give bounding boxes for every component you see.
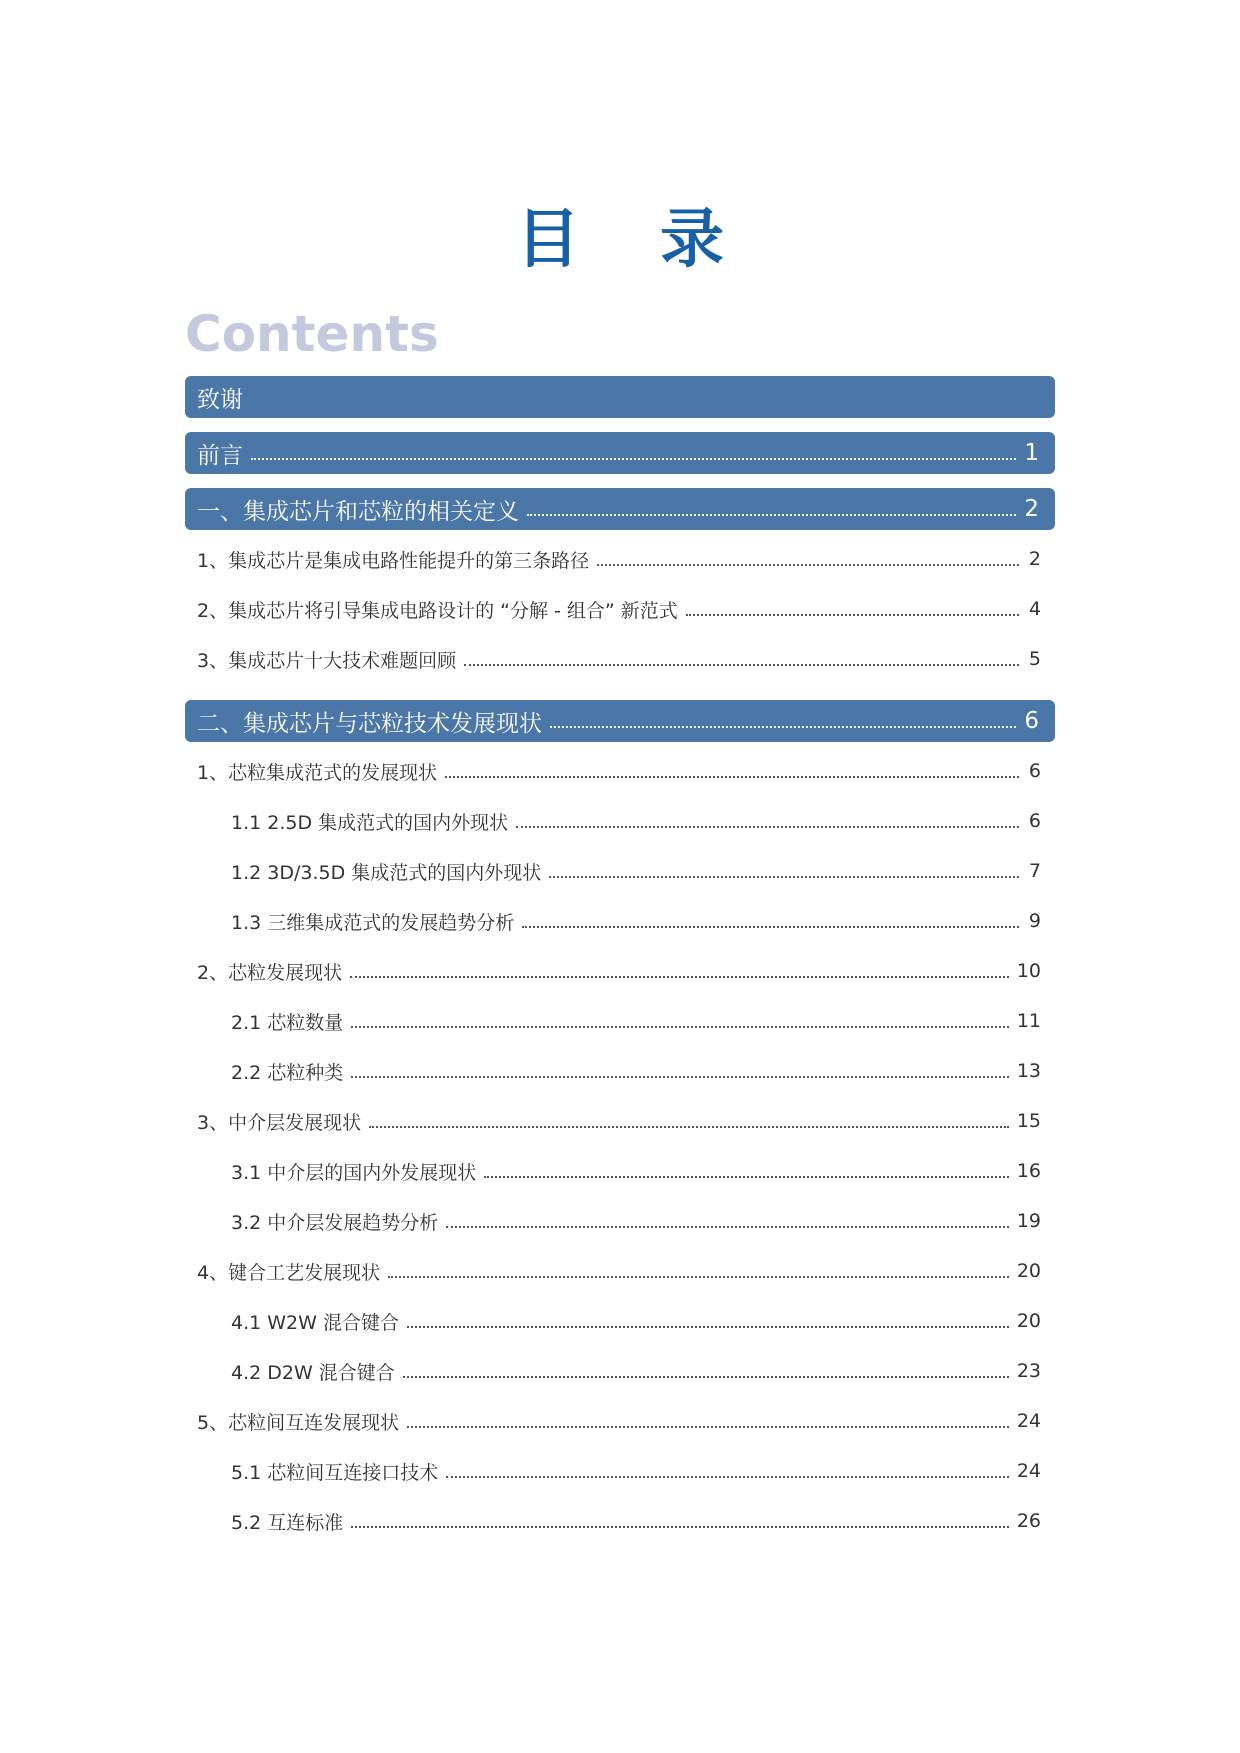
toc-subitem[interactable]: [185, 1296, 1055, 1346]
toc-page-number: 20: [1016, 1310, 1041, 1332]
toc-page-number: 7: [1028, 860, 1041, 882]
toc-leader-dots: [369, 1126, 1009, 1128]
toc-page-number: 15: [1016, 1110, 1041, 1132]
toc-label: 1.2 3D/3.5D 集成范式的国内外现状: [231, 861, 542, 884]
toc-chapter-2[interactable]: [185, 700, 1055, 742]
toc-page-number: 5: [1028, 648, 1041, 670]
toc-label: 2.2 芯粒种类: [231, 1061, 344, 1084]
toc-item[interactable]: [185, 1096, 1055, 1146]
toc-label: 二、集成芯片与芯粒技术发展现状: [197, 710, 542, 737]
toc-leader-dots: [464, 664, 1019, 666]
toc-leader-dots: [351, 1026, 1009, 1028]
toc-subitem[interactable]: [185, 1146, 1055, 1196]
toc-leader-dots: [484, 1176, 1009, 1178]
toc-label: 5.1 芯粒间互连接口技术: [231, 1461, 439, 1484]
toc-leader-dots: [527, 514, 1016, 516]
toc-leader-dots: [251, 458, 1016, 460]
toc-page-number: 26: [1016, 1510, 1041, 1532]
toc-label: 致谢: [197, 386, 243, 413]
toc-leader-dots: [350, 976, 1009, 978]
toc-leader-dots: [516, 826, 1019, 828]
toc-label: 3.1 中介层的国内外发展现状: [231, 1161, 477, 1184]
toc-label: 4、键合工艺发展现状: [197, 1261, 381, 1284]
toc-subitem[interactable]: [185, 996, 1055, 1046]
toc-page-number: 24: [1016, 1410, 1041, 1432]
toc-page-number: 20: [1016, 1260, 1041, 1282]
toc-label: 4.2 D2W 混合键合: [231, 1361, 395, 1384]
toc-label: 1.3 三维集成范式的发展趋势分析: [231, 911, 515, 934]
toc-leader-dots: [351, 1076, 1009, 1078]
toc-leader-dots: [597, 564, 1019, 566]
toc-label: 一、集成芯片和芯粒的相关定义: [197, 498, 519, 525]
toc-page-number: 13: [1016, 1060, 1041, 1082]
toc-page-number: 11: [1016, 1010, 1041, 1032]
toc-page-number: 19: [1016, 1210, 1041, 1232]
toc-item[interactable]: [185, 946, 1055, 996]
toc-item[interactable]: [185, 1246, 1055, 1296]
toc-subitem[interactable]: [185, 846, 1055, 896]
toc-leader-dots: [550, 726, 1016, 728]
toc-label: 1.1 2.5D 集成范式的国内外现状: [231, 811, 509, 834]
toc-page-number: 4: [1028, 598, 1041, 620]
toc-subitem[interactable]: [185, 896, 1055, 946]
toc-page-number: 6: [1024, 708, 1039, 734]
toc-label: 5、芯粒间互连发展现状: [197, 1411, 400, 1434]
page-title: [0, 200, 1240, 280]
toc-page-number: 6: [1028, 760, 1041, 782]
toc-item[interactable]: [185, 634, 1055, 684]
toc-page-number: 24: [1016, 1460, 1041, 1482]
toc-page-number: 10: [1016, 960, 1041, 982]
toc-page-number: 2: [1028, 548, 1041, 570]
toc-page-number: 2: [1024, 496, 1039, 522]
title-char-1: 目: [516, 203, 580, 277]
title-char-2: 录: [660, 203, 724, 277]
toc-leader-dots: [407, 1426, 1009, 1428]
toc-page-number: 9: [1028, 910, 1041, 932]
toc-label: 4.1 W2W 混合键合: [231, 1311, 399, 1334]
toc-leader-dots: [522, 926, 1019, 928]
toc-leader-dots: [403, 1376, 1009, 1378]
toc-page-number: 23: [1016, 1360, 1041, 1382]
toc-item[interactable]: [185, 746, 1055, 796]
toc-subitem[interactable]: [185, 1346, 1055, 1396]
page-subtitle: Contents: [185, 305, 439, 363]
toc-leader-dots: [446, 1226, 1009, 1228]
toc-label: 1、集成芯片是集成电路性能提升的第三条路径: [197, 549, 590, 572]
toc-label: 3.2 中介层发展趋势分析: [231, 1211, 439, 1234]
toc-item[interactable]: [185, 584, 1055, 634]
toc-leader-dots: [351, 1526, 1009, 1528]
toc-subitem[interactable]: [185, 1496, 1055, 1546]
toc-label: 3、中介层发展现状: [197, 1111, 362, 1134]
toc-label: 5.2 互连标准: [231, 1511, 344, 1534]
toc-item[interactable]: [185, 1396, 1055, 1446]
toc-leader-dots: [445, 776, 1019, 778]
toc-section-preface[interactable]: [185, 432, 1055, 474]
toc-page-number: 6: [1028, 810, 1041, 832]
toc-leader-dots: [549, 876, 1019, 878]
toc-label: 1、芯粒集成范式的发展现状: [197, 761, 438, 784]
toc-subitem[interactable]: [185, 1046, 1055, 1096]
toc-leader-dots: [407, 1326, 1009, 1328]
toc-page-number: 1: [1024, 440, 1039, 466]
toc-label: 前言: [197, 442, 243, 469]
toc-chapter-1[interactable]: [185, 488, 1055, 530]
toc-subitem[interactable]: [185, 1446, 1055, 1496]
toc-label: 2、芯粒发展现状: [197, 961, 343, 984]
toc-leader-dots: [686, 614, 1019, 616]
toc-label: 2、集成芯片将引导集成电路设计的 “分解 - 组合” 新范式: [197, 599, 678, 622]
table-of-contents: [185, 376, 1055, 1546]
toc-subitem[interactable]: [185, 796, 1055, 846]
toc-item[interactable]: [185, 534, 1055, 584]
toc-leader-dots: [446, 1476, 1009, 1478]
toc-leader-dots: [388, 1276, 1009, 1278]
toc-label: 3、集成芯片十大技术难题回顾: [197, 649, 457, 672]
toc-page-number: 16: [1016, 1160, 1041, 1182]
toc-subitem[interactable]: [185, 1196, 1055, 1246]
toc-section-ack[interactable]: [185, 376, 1055, 418]
toc-label: 2.1 芯粒数量: [231, 1011, 344, 1034]
